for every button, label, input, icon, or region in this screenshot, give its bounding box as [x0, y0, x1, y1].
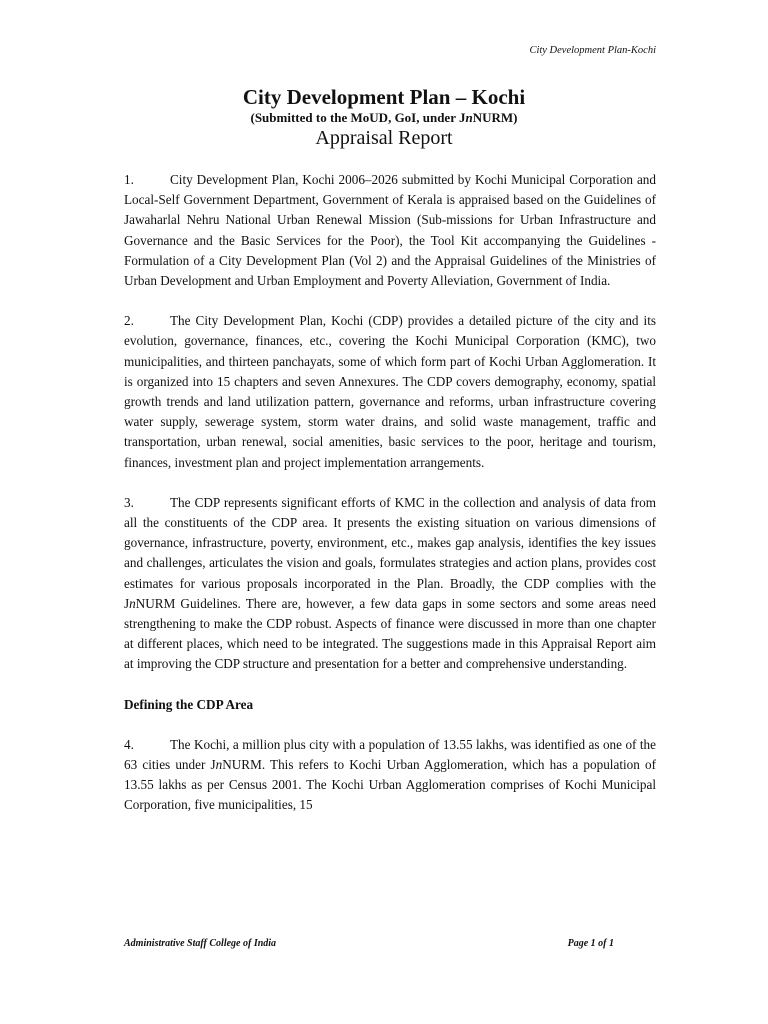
report-title: Appraisal Report	[315, 127, 453, 149]
paragraph-number: 2.	[124, 313, 134, 329]
paragraph-2	[124, 311, 656, 473]
paragraph-3: 3. The CDP represents significant efforts of KMC in the collection and analysis of data from all the constituents of the CDP area. It presents the existing situation on various dimensions of governance, infrastructure, poverty, environment, etc., makes gap analysis, identifies the key issues and challenges, articulates the vision and goals, formulates strategies and action plans, provides cost estimates for various proposals incorporated in the Plan. Broadly, the CDP complies with the JnNURM Guidelines. There are, however, a few data gaps in some sectors and some areas need strengthening to make the CDP robust. Aspects of finance were discussed in more than one chapter at different places, which need to be integrated. The suggestions made in this Appraisal Report aim at improving the CDP structure and presentation for a better and comprehensive understanding.	[124, 494, 656, 672]
footer-institution: Administrative Staff College of India	[124, 938, 277, 949]
footer-page-number: Page 1 of 1	[567, 938, 614, 949]
paragraph-text: The CDP represents significant efforts of KMC in the collection and analysis of data from all the constituents of the CDP area. It presents the existing situation on various dimensions of governance, infrastructure, poverty, environment, etc., makes gap analysis, identifies the key issues and challenges, articulates the vision and goals, formulates strategies and action plans, provides cost estimates for various proposals incorporated in the Plan. Broadly, the CDP complies with the J	[124, 494, 656, 611]
paragraph-number: 4.	[124, 736, 134, 752]
section-heading: Defining the CDP Area	[124, 696, 254, 712]
document-subtitle: (Submitted to the MoUD, GoI, under JnNURM)	[250, 110, 518, 125]
running-header: City Development Plan-Kochi	[529, 45, 656, 56]
title-block	[0, 84, 768, 150]
paragraph-text: City Development Plan, Kochi 2006–2026 submitted by Kochi Municipal Corporation and Local-Self Government Department, Government of Kerala is appraised based on the Guidelines of Jawaharlal Nehru National Urban Renewal Mission (Sub-missions for Urban Infrastructure and Governance and the Basic Services for the Poor), the Tool Kit accompanying the Guidelines - Formulation of a City Development Plan (Vol 2) and the Appraisal Guidelines of the Ministries of Urban Development and Urban Employment and Poverty Alleviation, Government of India.	[124, 172, 656, 289]
document-body	[124, 170, 656, 836]
paragraph-text: The Kochi, a million plus city with a population of 13.55 lakhs, was identified as one of the 63 cities under J	[124, 736, 656, 773]
paragraph-number: 3.	[124, 494, 134, 510]
paragraph-text: The City Development Plan, Kochi (CDP) provides a detailed picture of the city and its evolution, governance, finances, etc., covering the Kochi Municipal Corporation (KMC), two municipalities, and thirteen panchayats, some of which form part of Kochi Urban Agglomeration. It is organized into 15 chapters and seven Annexures. The CDP covers demography, economy, spatial growth trends and land utilization pattern, governance and reforms, urban infrastructure covering water supply, sewerage system, storm water drains, and solid waste management, traffic and transportation, urban renewal, social amenities, basic services to the poor, heritage and tourism, finances, investment plan and project implementation arrangements.	[124, 313, 656, 470]
paragraph-number: 1.	[124, 172, 134, 187]
document-title: City Development Plan – Kochi	[242, 85, 526, 109]
paragraph-1	[124, 170, 656, 291]
paragraph-4: 4. The Kochi, a million plus city with a population of 13.55 lakhs, was identified as one of the 63 cities under JnNURM. This refers to Kochi Urban Agglomeration, which has a population of 13.55 lakhs as per Census 2001. The Kochi Urban Agglomeration comprises of Kochi Municipal Corporation, five municipalities, 15	[124, 736, 656, 813]
page-footer	[124, 938, 614, 949]
